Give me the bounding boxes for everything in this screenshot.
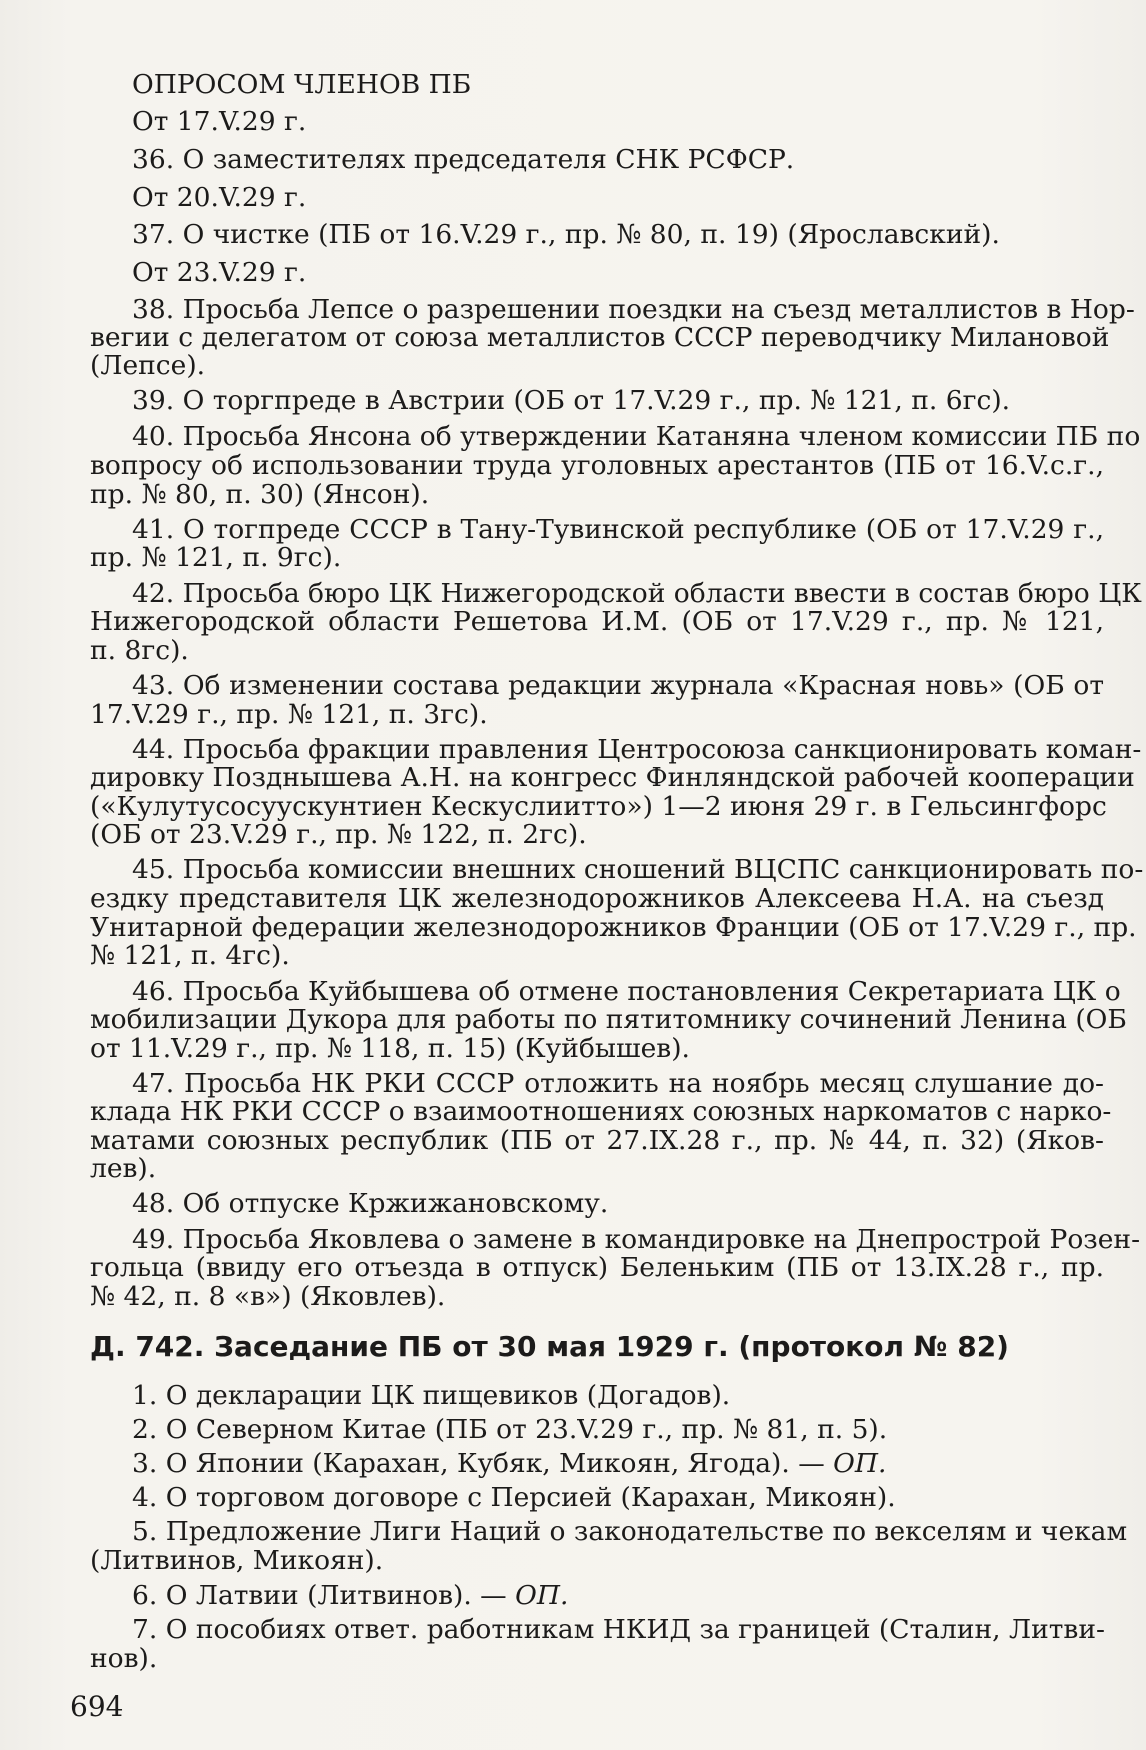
text-line: мобилизации Дукора для работы по пятитомнику сочинений Ленина (ОБ [90, 1004, 1127, 1035]
text-line: 36. О заместителях председателя СНК РСФСР. [132, 144, 795, 175]
text-line: 42. Просьба бюро ЦК Нижегородской области ввести в состав бюро ЦК [132, 578, 1142, 609]
text-line: 43. Об изменении состава редакции журнала «Красная новь» (ОБ от [132, 670, 1104, 701]
text-line: 2. О Северном Китае (ПБ от 23.V.29 г., пр. № 81, п. 5). [132, 1414, 888, 1445]
text-line: № 121, п. 4гс). [90, 940, 290, 971]
text-line: 7. О пособиях ответ. работникам НКИД за границей (Сталин, Литви- [132, 1614, 1105, 1645]
text-line: 44. Просьба фракции правления Центросоюза санкционировать коман- [132, 734, 1142, 765]
text-line: вегии с делегатом от союза металлистов СССР переводчику Милановой [90, 322, 1110, 353]
text-line [90, 1580, 1104, 1612]
text-line: Нижегородской области Решетова И.М. (ОБ от 17.V.29 г., пр. № 121, [90, 606, 1104, 637]
text-line: От 20.V.29 г. [132, 182, 307, 213]
section-heading: Д. 742. Заседание ПБ от 30 мая 1929 г. (протокол № 82) [90, 1330, 1009, 1363]
item-text: 6. О Латвии (Литвинов). — [132, 1580, 516, 1611]
section-title: ОПРОСОМ ЧЛЕНОВ ПБ [132, 69, 472, 100]
text-line: («Кулутусосуускунтиен Кескуслиитто») 1—2 июня 29 г. в Гельсингфорс [90, 791, 1107, 822]
text-line: 5. Предложение Лиги Наций о законодательстве по векселям и чекам [132, 1516, 1128, 1547]
text-line: (Лепсе). [90, 350, 206, 381]
text-line: 41. О тогпреде СССР в Тану-Тувинской республике (ОБ от 17.V.29 г., [132, 514, 1104, 545]
text-line: 45. Просьба комиссии внешних сношений ВЦСПС санкционировать по- [132, 854, 1144, 885]
text-line: от 11.V.29 г., пр. № 118, п. 15) (Куйбышев). [90, 1033, 690, 1064]
text-line: 17.V.29 г., пр. № 121, п. 3гс). [90, 699, 488, 730]
item-text: 3. О Японии (Карахан, Кубяк, Микоян, Ягода). — [132, 1448, 834, 1479]
text-line: 39. О торгпреде в Австрии (ОБ от 17.V.29 г., пр. № 121, п. 6гс). [132, 385, 1011, 416]
text-line: 48. Об отпуске Кржижановскому. [132, 1188, 609, 1219]
text-line: 38. Просьба Лепсе о разрешении поездки на съезд металлистов в Нор- [132, 294, 1135, 325]
op-mark: ОП. [515, 1580, 569, 1611]
text-line: 37. О чистке (ПБ от 16.V.29 г., пр. № 80, п. 19) (Ярославский). [132, 219, 1000, 250]
text-line: 4. О торговом договоре с Персией (Карахан, Микоян). [132, 1482, 896, 1513]
text-line: дировку Позднышева А.Н. на конгресс Финляндской рабочей кооперации [90, 762, 1135, 793]
text-line: гольца (ввиду его отъезда в отпуск) Беленьким (ПБ от 13.IX.28 г., пр. [90, 1252, 1104, 1283]
text-line: ездку представителя ЦК железнодорожников Алексеева Н.А. на съезд [90, 883, 1104, 914]
text-line: лев). [90, 1153, 157, 1184]
text-line: 47. Просьба НК РКИ СССР отложить на ноябрь месяц слушание до- [132, 1068, 1104, 1099]
text-line: (Литвинов, Микоян). [90, 1545, 384, 1576]
text-line: п. 8гс). [90, 635, 189, 666]
text-line: № 42, п. 8 «в») (Яковлев). [90, 1281, 446, 1312]
text-line: матами союзных республик (ПБ от 27.IX.28 г., пр. № 44, п. 32) (Яков- [90, 1125, 1104, 1156]
text-line: пр. № 80, п. 30) (Янсон). [90, 479, 430, 510]
text-line [90, 1448, 1104, 1480]
text-line: клада НК РКИ СССР о взаимоотношениях союзных наркоматов с нарко- [90, 1096, 1112, 1127]
op-mark: ОП. [833, 1448, 887, 1479]
text-line: Унитарной федерации железнодорожников Франции (ОБ от 17.V.29 г., пр. [90, 912, 1137, 943]
text-line: От 17.V.29 г. [132, 106, 307, 137]
text-line: 46. Просьба Куйбышева об отмене постановления Секретариата ЦК о [132, 976, 1121, 1007]
text-line: вопросу об использовании труда уголовных арестантов (ПБ от 16.V.с.г., [90, 450, 1104, 481]
text-line: От 23.V.29 г. [132, 257, 307, 288]
text-line: 49. Просьба Яковлева о замене в командировке на Днепрострой Розен- [132, 1224, 1141, 1255]
text-line: 40. Просьба Янсона об утверждении Катаняна членом комиссии ПБ по [132, 421, 1141, 452]
page-number: 694 [70, 1690, 124, 1723]
text-line: (ОБ от 23.V.29 г., пр. № 122, п. 2гс). [90, 819, 587, 850]
text-line: нов). [90, 1643, 158, 1674]
text-line: 1. О декларации ЦК пищевиков (Догадов). [132, 1380, 731, 1411]
section-742 [90, 0, 1144, 1700]
text-line: пр. № 121, п. 9гс). [90, 542, 342, 573]
